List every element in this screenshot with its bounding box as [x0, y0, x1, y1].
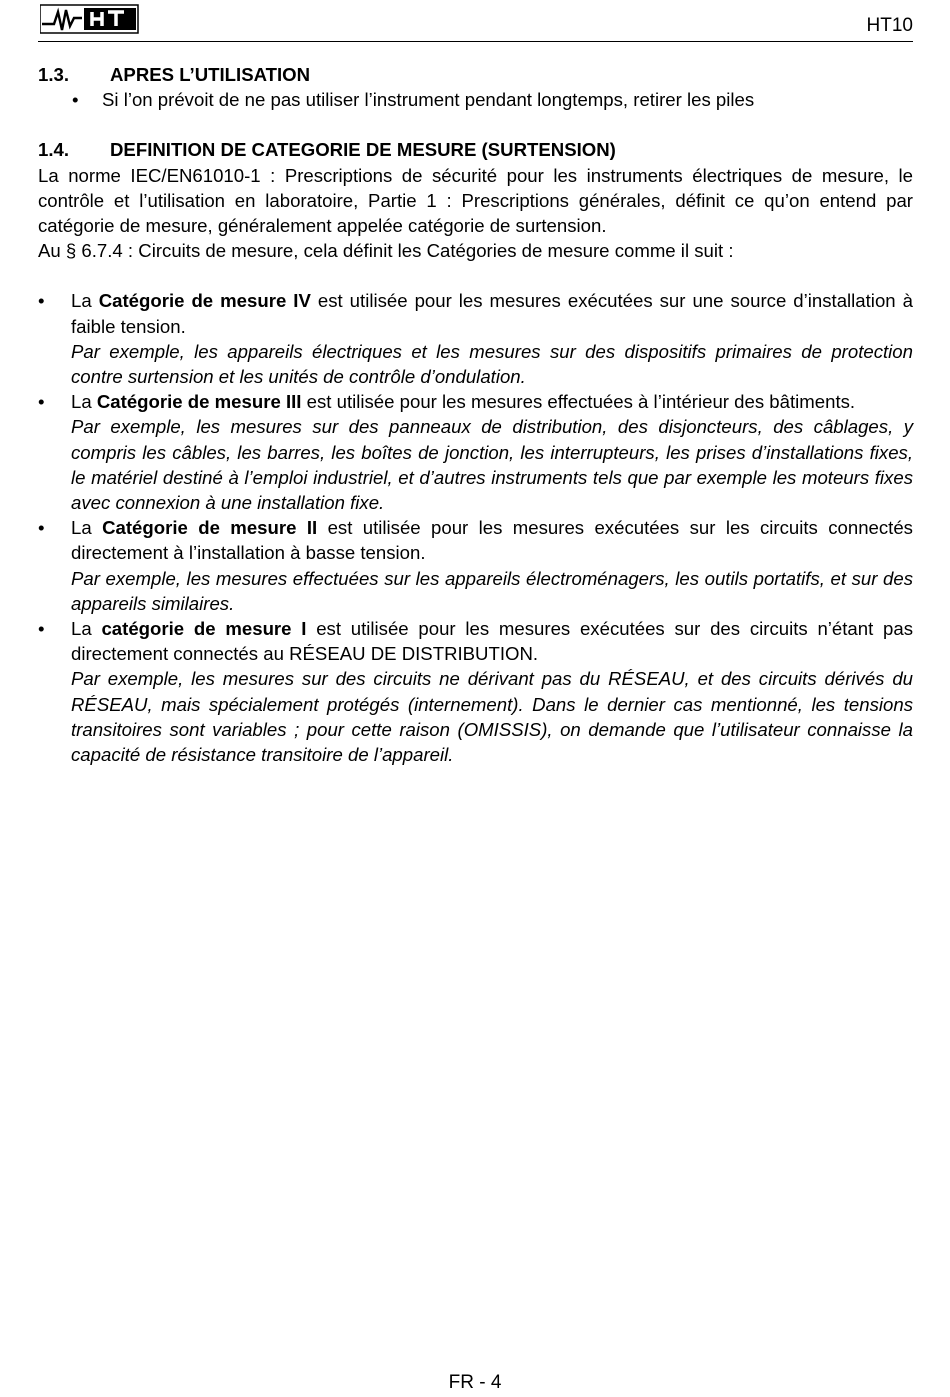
section-number: 1.3.	[38, 64, 70, 85]
document-body	[38, 62, 913, 767]
list-item	[38, 616, 913, 767]
category-prefix: La	[71, 618, 102, 640]
category-prefix: La	[71, 290, 99, 312]
bullet-icon: •	[38, 290, 45, 312]
category-prefix: La	[71, 517, 103, 539]
category-list	[38, 288, 913, 767]
bullet-text: Si l’on prévoit de ne pas utiliser l’instrument pendant longtemps, retirer les piles	[102, 89, 755, 111]
category-name: catégorie de mesure I	[101, 618, 307, 640]
list-item	[38, 288, 913, 389]
list-item	[38, 87, 913, 112]
list-item	[38, 389, 913, 515]
section-number: 1.4.	[38, 139, 70, 161]
category-prefix: La	[71, 391, 97, 413]
category-description	[71, 288, 913, 338]
category-text: est utilisée pour les mesures effectuées à l’intérieur des bâtiments.	[301, 391, 856, 413]
model-name: HT10	[866, 15, 913, 36]
category-example: Par exemple, les mesures sur des circuits ne dérivant pas du RÉSEAU, et des circuits dérivés du RÉSEAU, mais spécialement protégés (internement). Dans le dernier cas mentionné, les tensions transitoires sont variables ; pour cette raison (OMISSIS), on demande que l’utilisateur connaisse la capacité de résistance transitoire de l’appareil.	[71, 668, 913, 766]
category-description	[71, 389, 913, 414]
category-text: est utilisée pour les mesures exécutées sur des circuits n’étant pas directement connectés au RÉSEAU DE DISTRIBUTION.	[71, 618, 914, 665]
bullet-icon: •	[72, 89, 79, 111]
bullet-icon: •	[38, 391, 45, 413]
category-example: Par exemple, les mesures effectuées sur les appareils électroménagers, les outils portatifs, et sur des appareils similaires.	[71, 567, 913, 614]
reference-paragraph: Au § 6.7.4 : Circuits de mesure, cela définit les Catégories de mesure comme il suit :	[38, 240, 734, 262]
page-number: FR - 4	[448, 1372, 502, 1393]
bullet-icon: •	[38, 517, 45, 539]
list-item	[38, 515, 913, 616]
section-title: DEFINITION DE CATEGORIE DE MESURE (SURTENSION)	[110, 139, 616, 161]
bullet-icon: •	[38, 618, 45, 640]
category-example: Par exemple, les appareils électriques et les mesures sur des dispositifs primaires de protection contre surtension et les unités de contrôle d’ondulation.	[71, 340, 913, 388]
intro-paragraph: La norme IEC/EN61010-1 : Prescriptions de sécurité pour les instruments électriques de mesure, le contrôle et l’utilisation en laboratoire, Partie 1 : Prescriptions générales, définit ce qu’on entend par catégorie de mesure, généralement appelée catégorie de surtension.	[38, 164, 913, 237]
category-name: Catégorie de mesure IV	[98, 290, 311, 312]
category-text: est utilisée pour les mesures exécutées sur les circuits connectés directement à l’installation à basse tension.	[71, 517, 913, 564]
category-text: est utilisée pour les mesures exécutées sur une source d’installation à faible tension.	[71, 290, 913, 337]
section-title: APRES L’UTILISATION	[110, 64, 311, 85]
section-heading-1-4	[38, 137, 913, 162]
category-description	[71, 616, 913, 666]
section-heading-1-3	[38, 62, 913, 87]
page-header	[38, 0, 913, 42]
category-description	[71, 515, 913, 565]
category-example: Par exemple, les mesures sur des panneaux de distribution, des disjoncteurs, des câblages, y compris les câbles, les barres, les boîtes de jonction, les interrupteurs, les prises d’installations fixes, le matériel destiné à l’emploi industriel, et d’autres instruments tels que par exemple les moteurs fixes avec connexion à une installation fixe.	[71, 416, 913, 514]
category-name: Catégorie de mesure II	[102, 517, 318, 539]
category-name: Catégorie de mesure III	[96, 391, 302, 413]
ht-logo-icon	[40, 4, 140, 34]
